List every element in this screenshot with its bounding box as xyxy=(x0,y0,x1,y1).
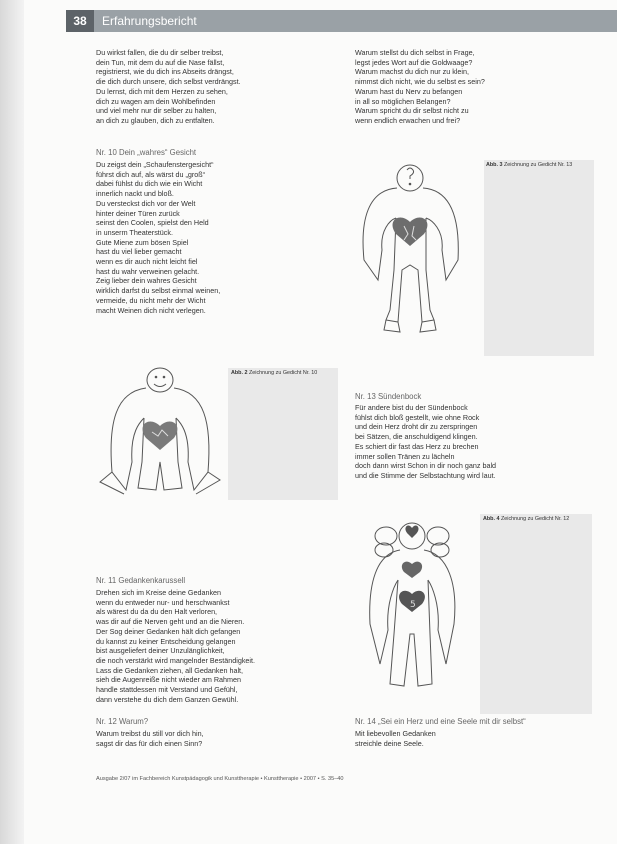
figure-3-drawing xyxy=(350,160,484,356)
figure-4-label: Abb. 4 xyxy=(483,516,500,522)
figure-4-caption-panel xyxy=(480,514,592,714)
figure-2-drawing xyxy=(96,362,228,512)
figure-3-caption xyxy=(486,162,590,169)
figure-2-caption xyxy=(231,370,335,377)
section-13-text: Für andere bist du der Sündenbock fühlst dich bloß gestellt, wie ohne Rock und dein Herz droht dir zu zerspringen bei Sätzen, die anschuldigend klingen. Es schiert dir fast das Herz zu brechen immer sollen Tränen zu lächeln doch dann wirst Schon in dir noch ganz bald und die Stimme der Selbstachtung wird laut. xyxy=(355,403,497,480)
header-title: Erfahrungsbericht xyxy=(102,14,197,28)
section-12-heading: Nr. 12 Warum? xyxy=(96,717,149,726)
figure-4-caption xyxy=(483,516,589,523)
section-14-heading: Nr. 14 „Sei ein Herz und eine Seele mit dir selbst“ xyxy=(355,717,526,726)
figure-2-label: Abb. 2 xyxy=(231,370,248,376)
section-11-heading: Nr. 11 Gedankenkarussell xyxy=(96,576,186,585)
section-10-text: Du zeigst dein „Schaufenstergesicht“ führst dich auf, als wärst du „groß“ dabei fühlst du dich wie ein Wicht innerlich nackt und bloß. Du versteckst dich vor der Welt hinter deiner Türen zurück seinst den Coolen, spielst den Held in unserm Theaterstück. Gute Miene zum bösen Spiel hast du viel lieber gemacht wenn es dir auch nicht leicht fiel hast du wahr verweinen gelacht. Zeig lieber dein wahres Gesicht wirklich darfst du selbst einmal weinen, vermeide, du nicht mehr der Wicht macht Weinen dich nicht verlegen. xyxy=(96,160,221,315)
page-binding-shadow xyxy=(0,0,24,844)
figure-2-caption-panel xyxy=(228,368,338,500)
left-top-text: Du wirkst fallen, die du dir selber treibst, dein Tun, mit dem du auf die Nase fällst, registrierst, wie du dich ins Abseits drängst, die dich durch unsere, dich selbst verdrängst. Du lernst, dich mit dem Herzen zu sehen, dich zu wagen am dein Wohlbefinden und viel mehr nur dir selber zu halten, an dich zu glauben, dich zu entfalten. xyxy=(96,48,241,125)
section-11-text: Drehen sich im Kreise deine Gedanken wenn du entweder nur- und herschwankst als wärest du da du den Halt verloren, was dir auf die Nerven geht und an die Nieren. Der Sog deiner Gedanken hält dich gefangen du kannst zu keiner Entscheidung gelangen bist ausgeliefert deiner Unzulänglichkeit, die noch verstärkt wird mangelnder Beständigkeit. Lass die Gedanken ziehen, all Gedanken halt, sieh die Augenreiße nicht wieder am Rahmen handle stattdessen mit Verstand und Gefühl, dann verstehe du dich dem Ganzen Gewühl. xyxy=(96,588,256,704)
page-footer: Ausgabe 2/07 im Fachbereich Kunstpädagogik und Kunsttherapie • Kunsttherapie • 2007 • S. 35–40 xyxy=(96,776,344,782)
page-number: 38 xyxy=(66,10,94,32)
section-10-heading: Nr. 10 Dein „wahres“ Gesicht xyxy=(96,148,197,157)
figure-3-caption-text: Zeichnung zu Gedicht Nr. 13 xyxy=(503,162,573,168)
figure-3-caption-panel xyxy=(484,160,594,356)
figure-2-caption-text: Zeichnung zu Gedicht Nr. 10 xyxy=(248,370,318,376)
right-top-text: Warum stellst du dich selbst in Frage, legst jedes Wort auf die Goldwaage? Warum machst du dich nur zu klein, nimmst dich nicht, wie du selbst es sein? Warum hast du Nerv zu befangen in all so möglichen Belangen? Warum spricht du dir selbst nicht zu wenn endlich erwachen und frei? xyxy=(355,48,485,125)
figure-4-drawing xyxy=(354,514,480,714)
section-13-heading: Nr. 13 Sündenbock xyxy=(355,392,422,401)
figure-4-caption-text: Zeichnung zu Gedicht Nr. 12 xyxy=(500,516,570,522)
section-12-text: Warum treibst du still vor dich hin, sagst dir das für dich einen Sinn? xyxy=(96,729,204,748)
svg-text:5: 5 xyxy=(410,600,416,610)
figure-3-label: Abb. 3 xyxy=(486,162,503,168)
section-14-text: Mit liebevollen Gedanken streichle deine Seele. xyxy=(355,729,436,748)
